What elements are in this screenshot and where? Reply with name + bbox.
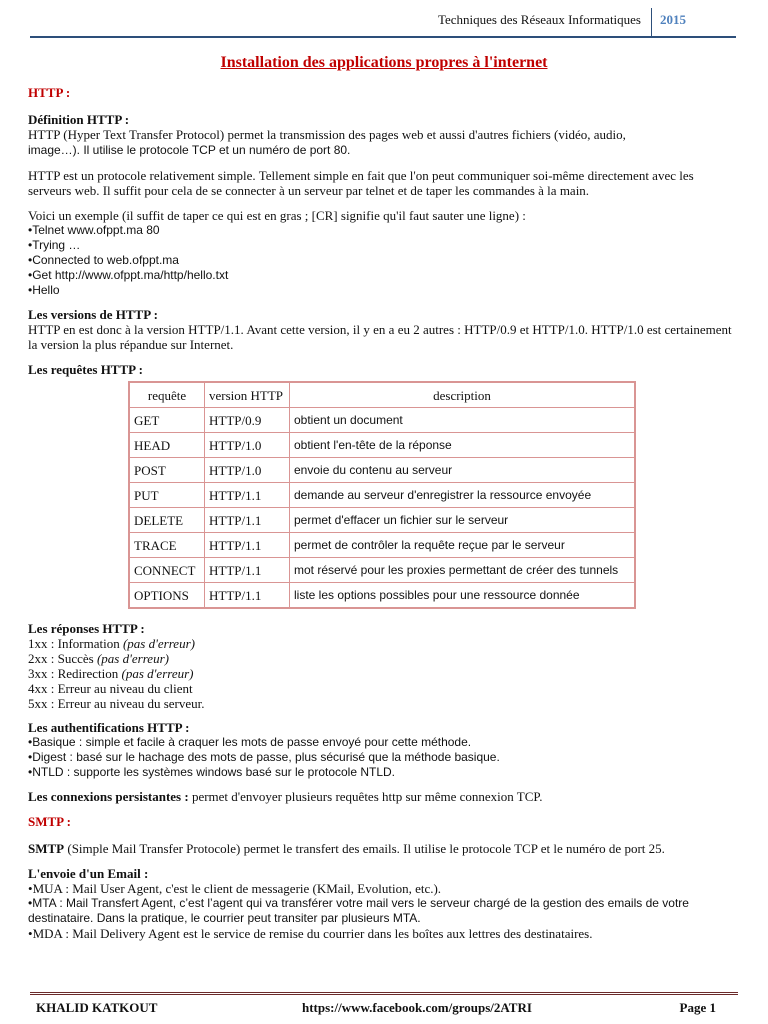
table-row [129,458,635,483]
table-header: description [290,382,636,408]
list-item: • Hello [28,283,740,298]
list-item: • MUA : Mail User Agent, c'est le client de messagerie (KMail, Evolution, etc.). [28,881,740,896]
section-heading-smtp: SMTP : [28,814,71,829]
response-note: (pas d'erreur) [122,636,195,651]
email-heading: L'envoie d'un Email : [28,866,149,881]
auth-list [28,735,740,780]
list-item: • Basique : simple et facile à craquer les mots de passe envoyé pour cette méthode. [28,735,740,750]
table-header: version HTTP [205,382,290,408]
table-row [129,583,635,609]
table-cell: demande au serveur d'enregistrer la ressource envoyée [290,483,636,508]
persistent-heading: Les connexions persistantes : [28,789,189,804]
list-item [28,636,740,651]
requests-heading: Les requêtes HTTP : [28,362,143,377]
definition-paragraph [28,127,740,158]
table-cell: TRACE [129,533,205,558]
list-item: • MDA : Mail Delivery Agent est le service de remise du courrier dans les boîtes aux lettres des destinataires. [28,926,740,941]
list-item: • Get http://www.ofppt.ma/http/hello.txt [28,268,740,283]
responses-list [28,636,740,711]
header-year: 2015 [660,12,686,27]
table-cell: HEAD [129,433,205,458]
table-cell: CONNECT [129,558,205,583]
table-row [129,483,635,508]
versions-heading: Les versions de HTTP : [28,307,159,322]
requests-table [128,381,636,609]
section-heading-http: HTTP : [28,85,71,100]
table-row [129,433,635,458]
definition-heading: Définition HTTP : [28,112,130,127]
table-cell: HTTP/1.1 [205,558,290,583]
table-cell: HTTP/1.1 [205,533,290,558]
auth-heading: Les authentifications HTTP : [28,720,190,735]
response-code: 5xx : Erreur au niveau du serveur. [28,696,205,711]
persistent-paragraph [28,789,740,804]
page-header [30,6,736,38]
table-row [129,558,635,583]
http-simple-paragraph: HTTP est un protocole relativement simple. Tellement simple en fait que l'on peut communiquer soi-même directement avec les serveurs web. Il suffit pour cela de se connecter à un serveur par telnet et de taper les commandes à la main. [28,168,694,198]
list-item [28,666,740,681]
responses-heading: Les réponses HTTP : [28,621,145,636]
table-cell: HTTP/1.0 [205,458,290,483]
table-cell: OPTIONS [129,583,205,609]
header-title: Techniques des Réseaux Informatiques [437,12,641,27]
document-title: Installation des applications propres à l'internet [220,54,548,71]
table-row [129,533,635,558]
table-cell: obtient l'en-tête de la réponse [290,433,636,458]
table-cell: mot réservé pour les proxies permettant de créer des tunnels [290,558,636,583]
table-cell: POST [129,458,205,483]
table-cell: obtient un document [290,408,636,433]
smtp-term: SMTP [28,841,65,856]
list-item [28,696,740,711]
footer-link[interactable]: https://www.facebook.com/groups/2ATRI [302,1000,532,1015]
document-body [28,54,740,950]
table-cell: envoie du contenu au serveur [290,458,636,483]
response-code: 4xx : Erreur au niveau du client [28,681,193,696]
list-item [28,681,740,696]
example-list [28,223,740,298]
response-note: (pas d'erreur) [121,666,194,681]
page-footer [30,992,738,1021]
header-divider [651,8,652,36]
definition-text-1: HTTP (Hyper Text Transfer Protocol) permet la transmission des pages web et aussi d'autres fichiers (vidéo, audio, [28,127,626,142]
table-cell: HTTP/1.0 [205,433,290,458]
table-cell: DELETE [129,508,205,533]
list-item: • Digest : basé sur le hachage des mots de passe, plus sécurisé que la méthode basique. [28,750,740,765]
list-item: • NTLD : supporte les systèmes windows basé sur le protocole NTLD. [28,765,740,780]
table-header-row [129,382,635,408]
table-cell: HTTP/0.9 [205,408,290,433]
table-cell: GET [129,408,205,433]
table-row [129,508,635,533]
table-cell: HTTP/1.1 [205,583,290,609]
table-header: requête [129,382,205,408]
list-item: • Connected to web.ofppt.ma [28,253,740,268]
smtp-text: (Simple Mail Transfer Protocole) permet le transfert des emails. Il utilise le protocole TCP et le numéro de port 25. [64,841,665,856]
smtp-paragraph [28,841,740,856]
persistent-text: permet d'envoyer plusieurs requêtes http sur même connexion TCP. [188,789,543,804]
definition-text-2: image…). Il utilise le protocole TCP et un numéro de port 80. [28,143,351,157]
footer-page-number: Page 1 [679,1000,716,1015]
versions-paragraph: HTTP en est donc à la version HTTP/1.1. Avant cette version, il y en a eu 2 autres : HTTP/0.9 et HTTP/1.0. HTTP/1.0 est certainement la version la plus répandue sur Internet. [28,322,732,352]
table-cell: liste les options possibles pour une ressource donnée [290,583,636,609]
response-code: 3xx : Redirection [28,666,122,681]
list-item: • Trying … [28,238,740,253]
footer-author: KHALID KATKOUT [36,1000,158,1015]
example-intro: Voici un exemple (il suffit de taper ce qui est en gras ; [CR] signifie qu'il faut sauter une ligne) : [28,208,526,223]
list-item: • Telnet www.ofppt.ma 80 [28,223,740,238]
response-code: 1xx : Information [28,636,123,651]
table-cell: permet d'effacer un fichier sur le serveur [290,508,636,533]
table-cell: HTTP/1.1 [205,508,290,533]
list-item: • MTA : Mail Transfert Agent, c’est l’agent qui va transférer votre mail vers le serveur chargé de la gestion des emails de votre destinataire. Dans la pratique, le courrier peut transiter par plusieurs MTA. [28,896,740,926]
table-row [129,408,635,433]
response-code: 2xx : Succès [28,651,97,666]
table-cell: HTTP/1.1 [205,483,290,508]
response-note: (pas d'erreur) [96,651,169,666]
list-item [28,651,740,666]
table-cell: PUT [129,483,205,508]
email-list [28,881,740,941]
table-cell: permet de contrôler la requête reçue par le serveur [290,533,636,558]
